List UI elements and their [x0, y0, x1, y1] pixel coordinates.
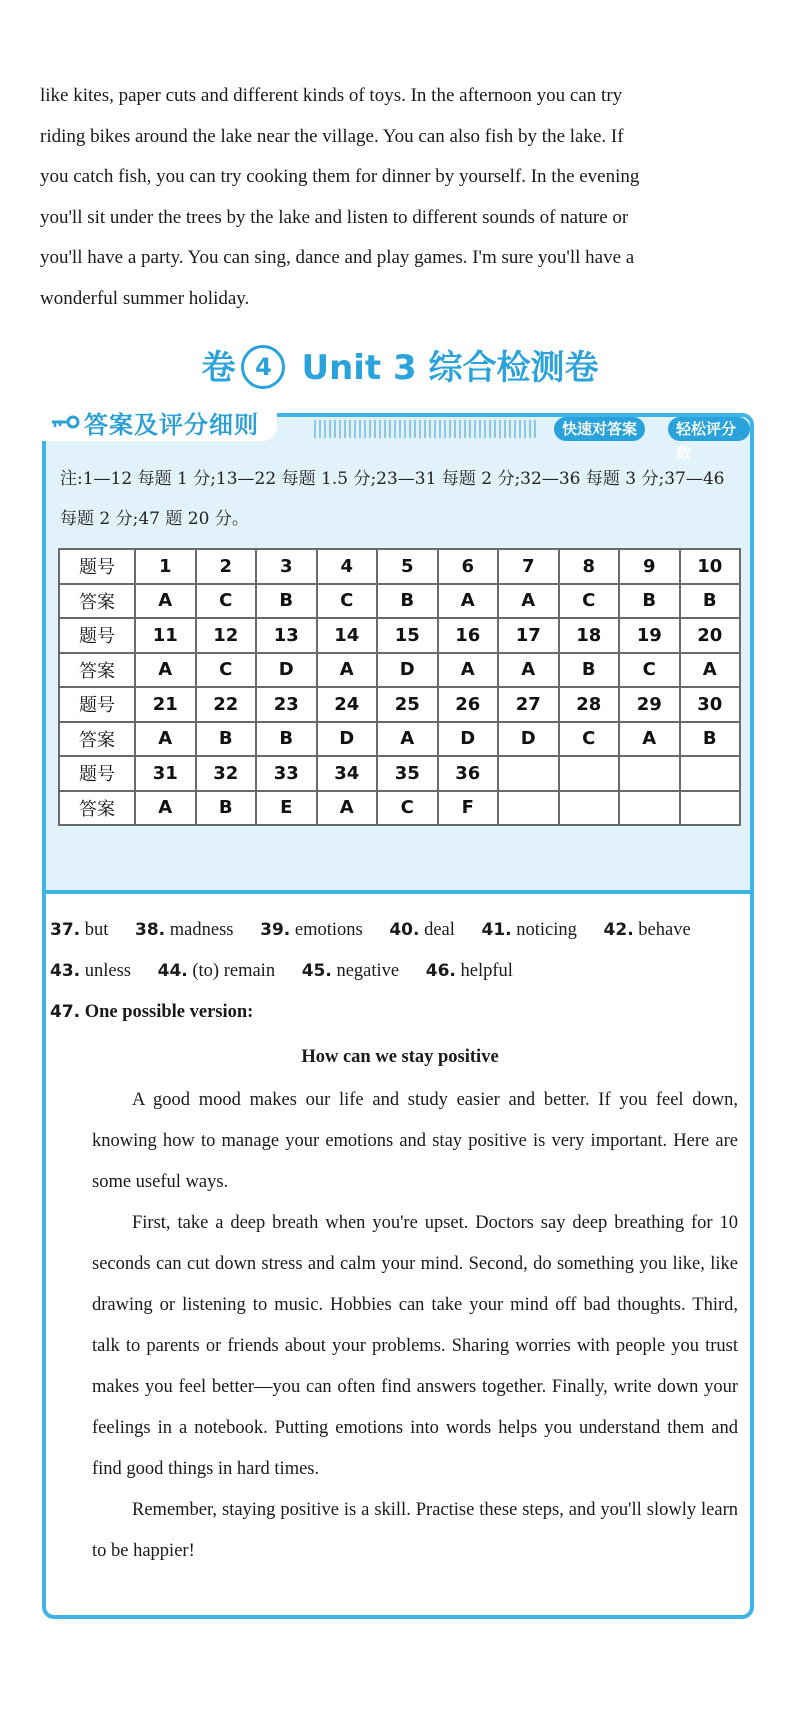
- answer-cell: A: [498, 653, 559, 688]
- answer-cell: D: [498, 722, 559, 757]
- answer-cell: C: [196, 584, 257, 619]
- badge-quick-check: 快速对答案: [554, 417, 645, 441]
- question-number-cell: 22: [196, 687, 257, 722]
- answer-cell: [559, 791, 620, 826]
- answer-cell: B: [559, 653, 620, 688]
- answer-header-title: 答案及评分细则: [84, 410, 259, 439]
- answer-cell: A: [438, 584, 499, 619]
- answer-item: 37. but: [50, 920, 109, 940]
- answer-cell: D: [317, 722, 378, 757]
- question-row-label: 题号: [59, 549, 135, 584]
- question-number-cell: 21: [135, 687, 196, 722]
- title-prefix: 卷: [201, 348, 236, 388]
- answer-row: [59, 653, 740, 688]
- question-number-cell: 35: [377, 756, 438, 791]
- answer-cell: [498, 791, 559, 826]
- answer-cell: D: [438, 722, 499, 757]
- intro-line: riding bikes around the lake near the village. You can also fish by the lake. If: [40, 125, 624, 147]
- essay-title: How can we stay positive: [301, 1047, 499, 1067]
- question-number-cell: 5: [377, 549, 438, 584]
- intro-line: you catch fish, you can try cooking them for dinner by yourself. In the evening: [40, 166, 640, 187]
- answer-cell: D: [256, 653, 317, 688]
- answer-cell: A: [135, 584, 196, 619]
- answer-cell: C: [559, 722, 620, 757]
- answer-cell: C: [317, 584, 378, 619]
- question-number-cell: 32: [196, 756, 257, 791]
- answer-item: 45. negative: [301, 961, 400, 981]
- question-number-cell: 6: [438, 549, 499, 584]
- answer-cell: E: [256, 791, 317, 826]
- answer-cell: A: [619, 722, 680, 757]
- answer-cell: A: [135, 791, 196, 826]
- answers-line-2: [50, 951, 750, 992]
- answer-cell: A: [317, 791, 378, 826]
- answer-cell: A: [135, 722, 196, 757]
- unit-title: [0, 340, 800, 389]
- question-number-cell: 20: [680, 618, 741, 653]
- answer-cell: B: [377, 584, 438, 619]
- question-number-cell: 3: [256, 549, 317, 584]
- essay-paragraph: First, take a deep breath when you're upset. Doctors say deep breathing for 10 seconds can cut down stress and calm your mind. Second, do something you like, like drawing or listening to music. Hobbies can take your mind off bad thoughts. Third, talk to parents or friends about your problems. Sharing worries with people you trust makes you feel better—you can often find answers together. Finally, write down your feelings in a notebook. Putting emotions into words helps you understand them and find good things in hard times.: [92, 1213, 738, 1479]
- answer-cell: C: [196, 653, 257, 688]
- question-number-cell: 10: [680, 549, 741, 584]
- question-number-cell: 24: [317, 687, 378, 722]
- answer-cell: B: [619, 584, 680, 619]
- answer-cell: [680, 791, 741, 826]
- answer-cell: F: [438, 791, 499, 826]
- answer-cell: A: [680, 653, 741, 688]
- question-row: [59, 618, 740, 653]
- question-number-cell: 13: [256, 618, 317, 653]
- title-text: Unit 3 综合检测卷: [301, 348, 599, 388]
- answer-cell: [619, 791, 680, 826]
- question-number-cell: 36: [438, 756, 499, 791]
- answer-row-label: 答案: [59, 653, 135, 688]
- question-number-cell: 17: [498, 618, 559, 653]
- answer-box-top: [46, 410, 750, 894]
- answer-row: [59, 722, 740, 757]
- answer-cell: B: [196, 722, 257, 757]
- answer-cell: A: [317, 653, 378, 688]
- question-number-cell: 25: [377, 687, 438, 722]
- question-number-cell: 23: [256, 687, 317, 722]
- scoring-note: 注:1—12 每题 1 分;13—22 每题 1.5 分;23—31 每题 2 分;32—36 每题 3 分;37—46 每题 2 分;47 题 20 分。: [60, 469, 725, 529]
- question-number-cell: 12: [196, 618, 257, 653]
- badge-easy-score: 轻松评分数: [668, 417, 750, 441]
- answer-item: 40. deal: [389, 920, 455, 940]
- question-number-cell: 9: [619, 549, 680, 584]
- answer-item: 44. (to) remain: [157, 961, 276, 981]
- question-number-cell: [680, 756, 741, 791]
- question-number-cell: 1: [135, 549, 196, 584]
- answer-cell: A: [377, 722, 438, 757]
- answer-item: 38. madness: [135, 920, 234, 940]
- answer-header: [40, 403, 277, 441]
- question-number-cell: 34: [317, 756, 378, 791]
- question-number-cell: 14: [317, 618, 378, 653]
- answer-cell: C: [377, 791, 438, 826]
- intro-paragraph: [40, 76, 762, 319]
- answer-row-label: 答案: [59, 584, 135, 619]
- intro-line: like kites, paper cuts and different kinds of toys. In the afternoon you can try: [40, 85, 623, 106]
- answer-row: [59, 584, 740, 619]
- question-number-cell: 18: [559, 618, 620, 653]
- question-number-cell: [498, 756, 559, 791]
- question-number-cell: 15: [377, 618, 438, 653]
- answer-item: 41. noticing: [481, 920, 577, 940]
- question-number-cell: 30: [680, 687, 741, 722]
- answer-cell: B: [256, 722, 317, 757]
- answer-item: 43. unless: [50, 961, 131, 981]
- question-row: [59, 756, 740, 791]
- question-row: [59, 549, 740, 584]
- answer-cell: C: [559, 584, 620, 619]
- answer-cell: A: [438, 653, 499, 688]
- answer-cell: C: [619, 653, 680, 688]
- question-number-cell: 31: [135, 756, 196, 791]
- answer-row: [59, 791, 740, 826]
- question-row-label: 题号: [59, 618, 135, 653]
- answer-cell: B: [196, 791, 257, 826]
- answers-line-1: [50, 910, 750, 951]
- question-number-cell: 33: [256, 756, 317, 791]
- answer-item: 46. helpful: [425, 961, 513, 981]
- question-row-label: 题号: [59, 687, 135, 722]
- answer-cell: A: [135, 653, 196, 688]
- essay-paragraph: A good mood makes our life and study easier and better. If you feel down, knowing how to manage your emotions and stay positive is very important. Here are some useful ways.: [92, 1090, 738, 1192]
- question-number-cell: 19: [619, 618, 680, 653]
- answer-cell: A: [498, 584, 559, 619]
- intro-line: you'll have a party. You can sing, dance and play games. I'm sure you'll have a: [40, 247, 635, 268]
- question-number-cell: 16: [438, 618, 499, 653]
- question-row: [59, 687, 740, 722]
- decorative-stripes: [314, 420, 538, 438]
- answer-table: [58, 548, 741, 826]
- answer-item: 39. emotions: [260, 920, 363, 940]
- answer-row-label: 答案: [59, 722, 135, 757]
- question-number-cell: 7: [498, 549, 559, 584]
- essay-paragraph: Remember, staying positive is a skill. Practise these steps, and you'll slowly learn to be happier!: [92, 1500, 738, 1561]
- question-number-cell: [559, 756, 620, 791]
- fill-answers: [50, 910, 750, 1033]
- q47-label: 47. One possible version:: [50, 1002, 254, 1022]
- answer-cell: B: [256, 584, 317, 619]
- essay-body: [92, 1080, 738, 1572]
- question-number-cell: 2: [196, 549, 257, 584]
- answer-cell: B: [680, 584, 741, 619]
- question-number-cell: 8: [559, 549, 620, 584]
- title-number-circle: 4: [241, 345, 285, 389]
- key-icon: [50, 414, 80, 430]
- answer-cell: D: [377, 653, 438, 688]
- question-number-cell: 26: [438, 687, 499, 722]
- question-number-cell: 4: [317, 549, 378, 584]
- question-number-cell: 11: [135, 618, 196, 653]
- question-number-cell: 29: [619, 687, 680, 722]
- answer-row-label: 答案: [59, 791, 135, 826]
- answer-item: 42. behave: [603, 920, 691, 940]
- question-number-cell: [619, 756, 680, 791]
- question-number-cell: 28: [559, 687, 620, 722]
- question-number-cell: 27: [498, 687, 559, 722]
- intro-line: you'll sit under the trees by the lake and listen to different sounds of nature or: [40, 206, 629, 228]
- intro-line: wonderful summer holiday.: [40, 287, 250, 309]
- answer-cell: B: [680, 722, 741, 757]
- question-row-label: 题号: [59, 756, 135, 791]
